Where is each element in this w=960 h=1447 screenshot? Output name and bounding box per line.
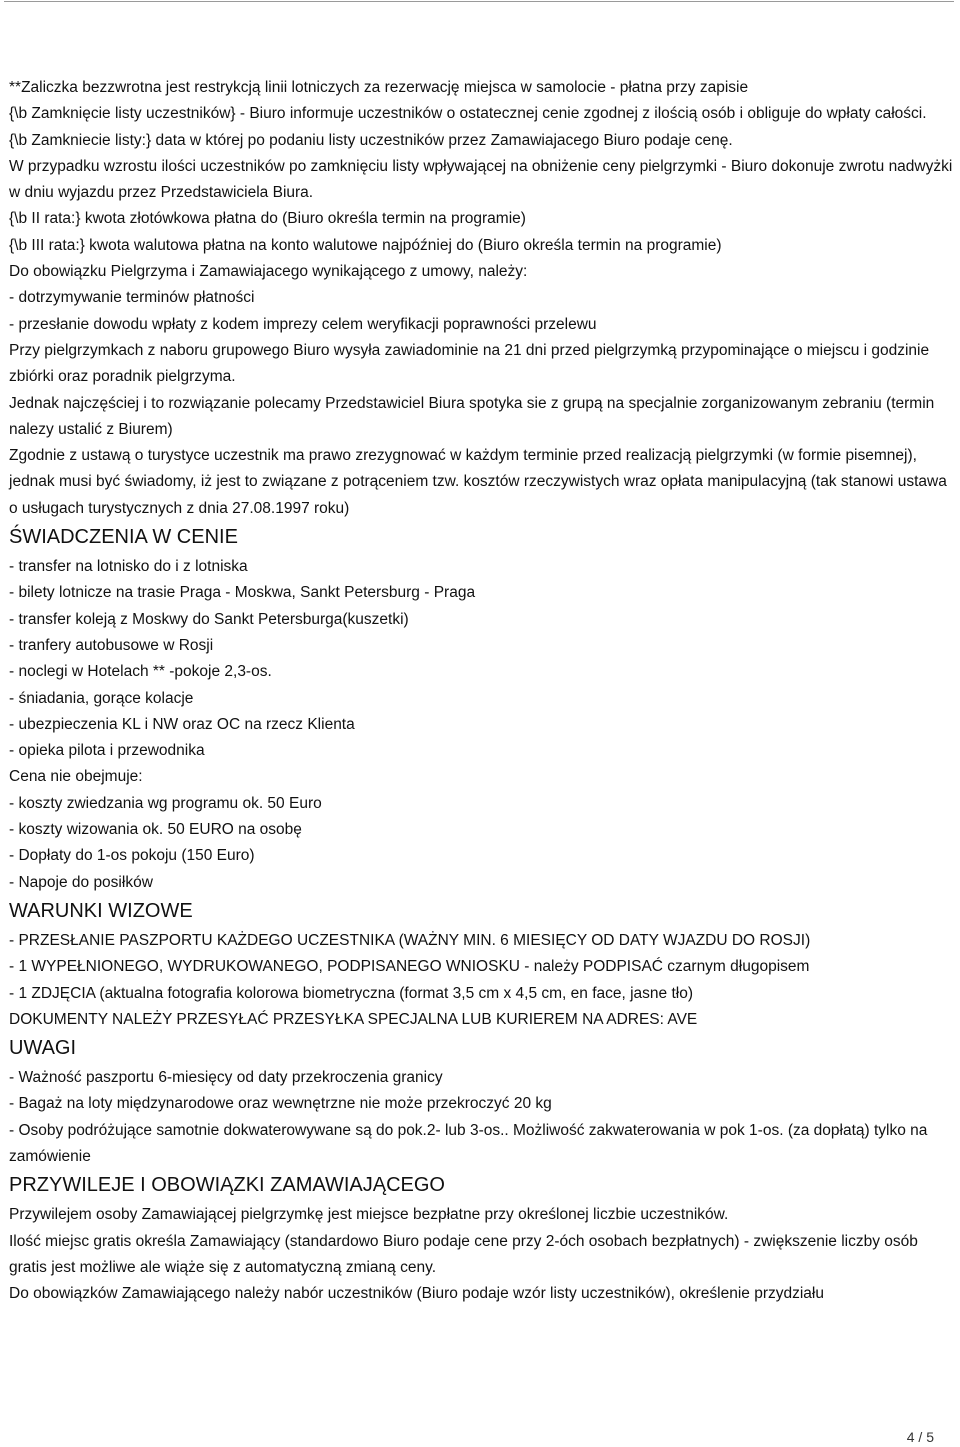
section-heading-swiadczenia: ŚWIADCZENIA W CENIE: [9, 526, 238, 549]
list-item: - Dopłaty do 1-os pokoju (150 Euro): [9, 847, 255, 865]
list-item: - 1 WYPEŁNIONEGO, WYDRUKOWANEGO, PODPISANEGO WNIOSKU - należy PODPISAĆ czarnym długopisem: [9, 958, 810, 976]
list-item: - Ważność paszportu 6-miesięcy od daty przekroczenia granicy: [9, 1069, 443, 1087]
paragraph: {\b II rata:} kwota złotówkowa płatna do (Biuro określa termin na programie): [9, 210, 526, 228]
list-item: - transfer koleją z Moskwy do Sankt Petersburga(kuszetki): [9, 610, 409, 628]
list-item: - opieka pilota i przewodnika: [9, 742, 205, 760]
list-item: - dotrzymywanie terminów płatności: [9, 289, 255, 307]
section-heading-uwagi: UWAGI: [9, 1037, 77, 1060]
list-item: - koszty zwiedzania wg programu ok. 50 Euro: [9, 794, 322, 812]
list-item: - Osoby podróżujące samotnie dokwaterowywane są do pok.2- lub 3-os.. Możliwość zakwaterowania w pok 1-os. (za dopłatą) tylko na zamówienie: [9, 1121, 928, 1165]
paragraph: {\b Zamkniecie listy:} data w której po podaniu listy uczestników przez Zamawiajacego Biuro podaje cenę.: [9, 131, 733, 149]
paragraph: W przypadku wzrostu ilości uczestników po zamknięciu listy wpływającej na obniżenie ceny pielgrzymki - Biuro dokonuje zwrotu nadwyżki w dniu wyjazdu przez Przedstawiciela Biura.: [9, 157, 953, 202]
paragraph: **Zaliczka bezzwrotna jest restrykcją linii lotniczych za rezerwację miejsca w samolocie - płatna przy zapisie: [9, 79, 749, 96]
paragraph: Cena nie obejmuje:: [9, 768, 143, 786]
paragraph: Przywilejem osoby Zamawiającej pielgrzymkę jest miejsce bezpłatne przy określonej liczbie uczestników.: [9, 1206, 729, 1224]
list-item: - Bagaż na loty międzynarodowe oraz wewnętrzne nie może przekroczyć 20 kg: [9, 1095, 552, 1113]
paragraph: {\b Zamknięcie listy uczestników} - Biuro informuje uczestników o ostatecznej cenie zgodnej z ilością osób i obliguje do wpłaty całości.: [9, 105, 927, 123]
paragraph: Przy pielgrzymkach z naboru grupowego Biuro wysyła zawiadominie na 21 dni przed pielgrzymką przypominające o miejscu i godzinie zbiórki oraz poradnik pielgrzyma.: [9, 341, 930, 386]
top-border-line: [4, 1, 954, 2]
paragraph: Do obowiązków Zamawiającego należy nabór uczestników (Biuro podaje wzór listy uczestników), określenie przydziału: [9, 1285, 824, 1303]
paragraph: Ilość miejsc gratis określa Zamawiający (standardowo Biuro podaje cene przy 2-óch osobach bezpłatnych) - zwiększenie liczby osób gratis jest możliwe ale wiąże się z automatyczną zmianą ceny.: [9, 1232, 918, 1276]
paragraph: Zgodnie z ustawą o turystyce uczestnik ma prawo zrezygnować w każdym terminie przed realizacją pielgrzymki (w formie pisemnej), jednak musi być świadomy, iż jest to związane z potrąceniem tzw. kosztów rzeczywistych wraz opłata manipulacyjną (tak stanowi ustawa o usługach turystycznych z dnia 27.08.1997 roku): [9, 447, 947, 517]
paragraph: DOKUMENTY NALEŻY PRZESYŁAĆ PRZESYŁKA SPECJALNA LUB KURIEREM NA ADRES: AVE: [9, 1010, 698, 1028]
document-body: [9, 75, 953, 1307]
list-item: - PRZESŁANIE PASZPORTU KAŻDEGO UCZESTNIKA (WAŻNY MIN. 6 MIESIĘCY OD DATY WJAZDU DO ROSJI): [9, 931, 811, 949]
paragraph: Jednak najczęściej i to rozwiązanie polecamy Przedstawiciel Biura spotyka sie z grupą na specjalnie zorganizowanym zebraniu (termin nalezy ustalić z Biurem): [9, 394, 935, 438]
list-item: - noclegi w Hotelach ** -pokoje 2,3-os.: [9, 663, 272, 681]
list-item: - transfer na lotnisko do i z lotniska: [9, 558, 248, 576]
section-heading-przywileje: PRZYWILEJE I OBOWIĄZKI ZAMAWIAJĄCEGO: [9, 1174, 445, 1197]
list-item: - ubezpieczenia KL i NW oraz OC na rzecz Klienta: [9, 715, 355, 733]
page-number: 4 / 5: [906, 1429, 934, 1445]
list-item: - tranfery autobusowe w Rosji: [9, 636, 214, 654]
list-item: - 1 ZDJĘCIA (aktualna fotografia kolorowa biometryczna (format 3,5 cm x 4,5 cm, en face, jasne tło): [9, 984, 694, 1002]
section-heading-warunki-wizowe: WARUNKI WIZOWE: [9, 899, 193, 922]
paragraph: {\b III rata:} kwota walutowa płatna na konto walutowe najpóźniej do (Biuro określa termin na programie): [9, 236, 722, 254]
list-item: - śniadania, gorące kolacje: [9, 689, 194, 707]
paragraph: Do obowiązku Pielgrzyma i Zamawiajacego wynikającego z umowy, należy:: [9, 263, 528, 281]
list-item: - koszty wizowania ok. 50 EURO na osobę: [9, 821, 302, 839]
list-item: - bilety lotnicze na trasie Praga - Moskwa, Sankt Petersburg - Praga: [9, 584, 476, 602]
list-item: - Napoje do posiłków: [9, 873, 153, 891]
list-item: - przesłanie dowodu wpłaty z kodem imprezy celem weryfikacji poprawności przelewu: [9, 315, 597, 333]
